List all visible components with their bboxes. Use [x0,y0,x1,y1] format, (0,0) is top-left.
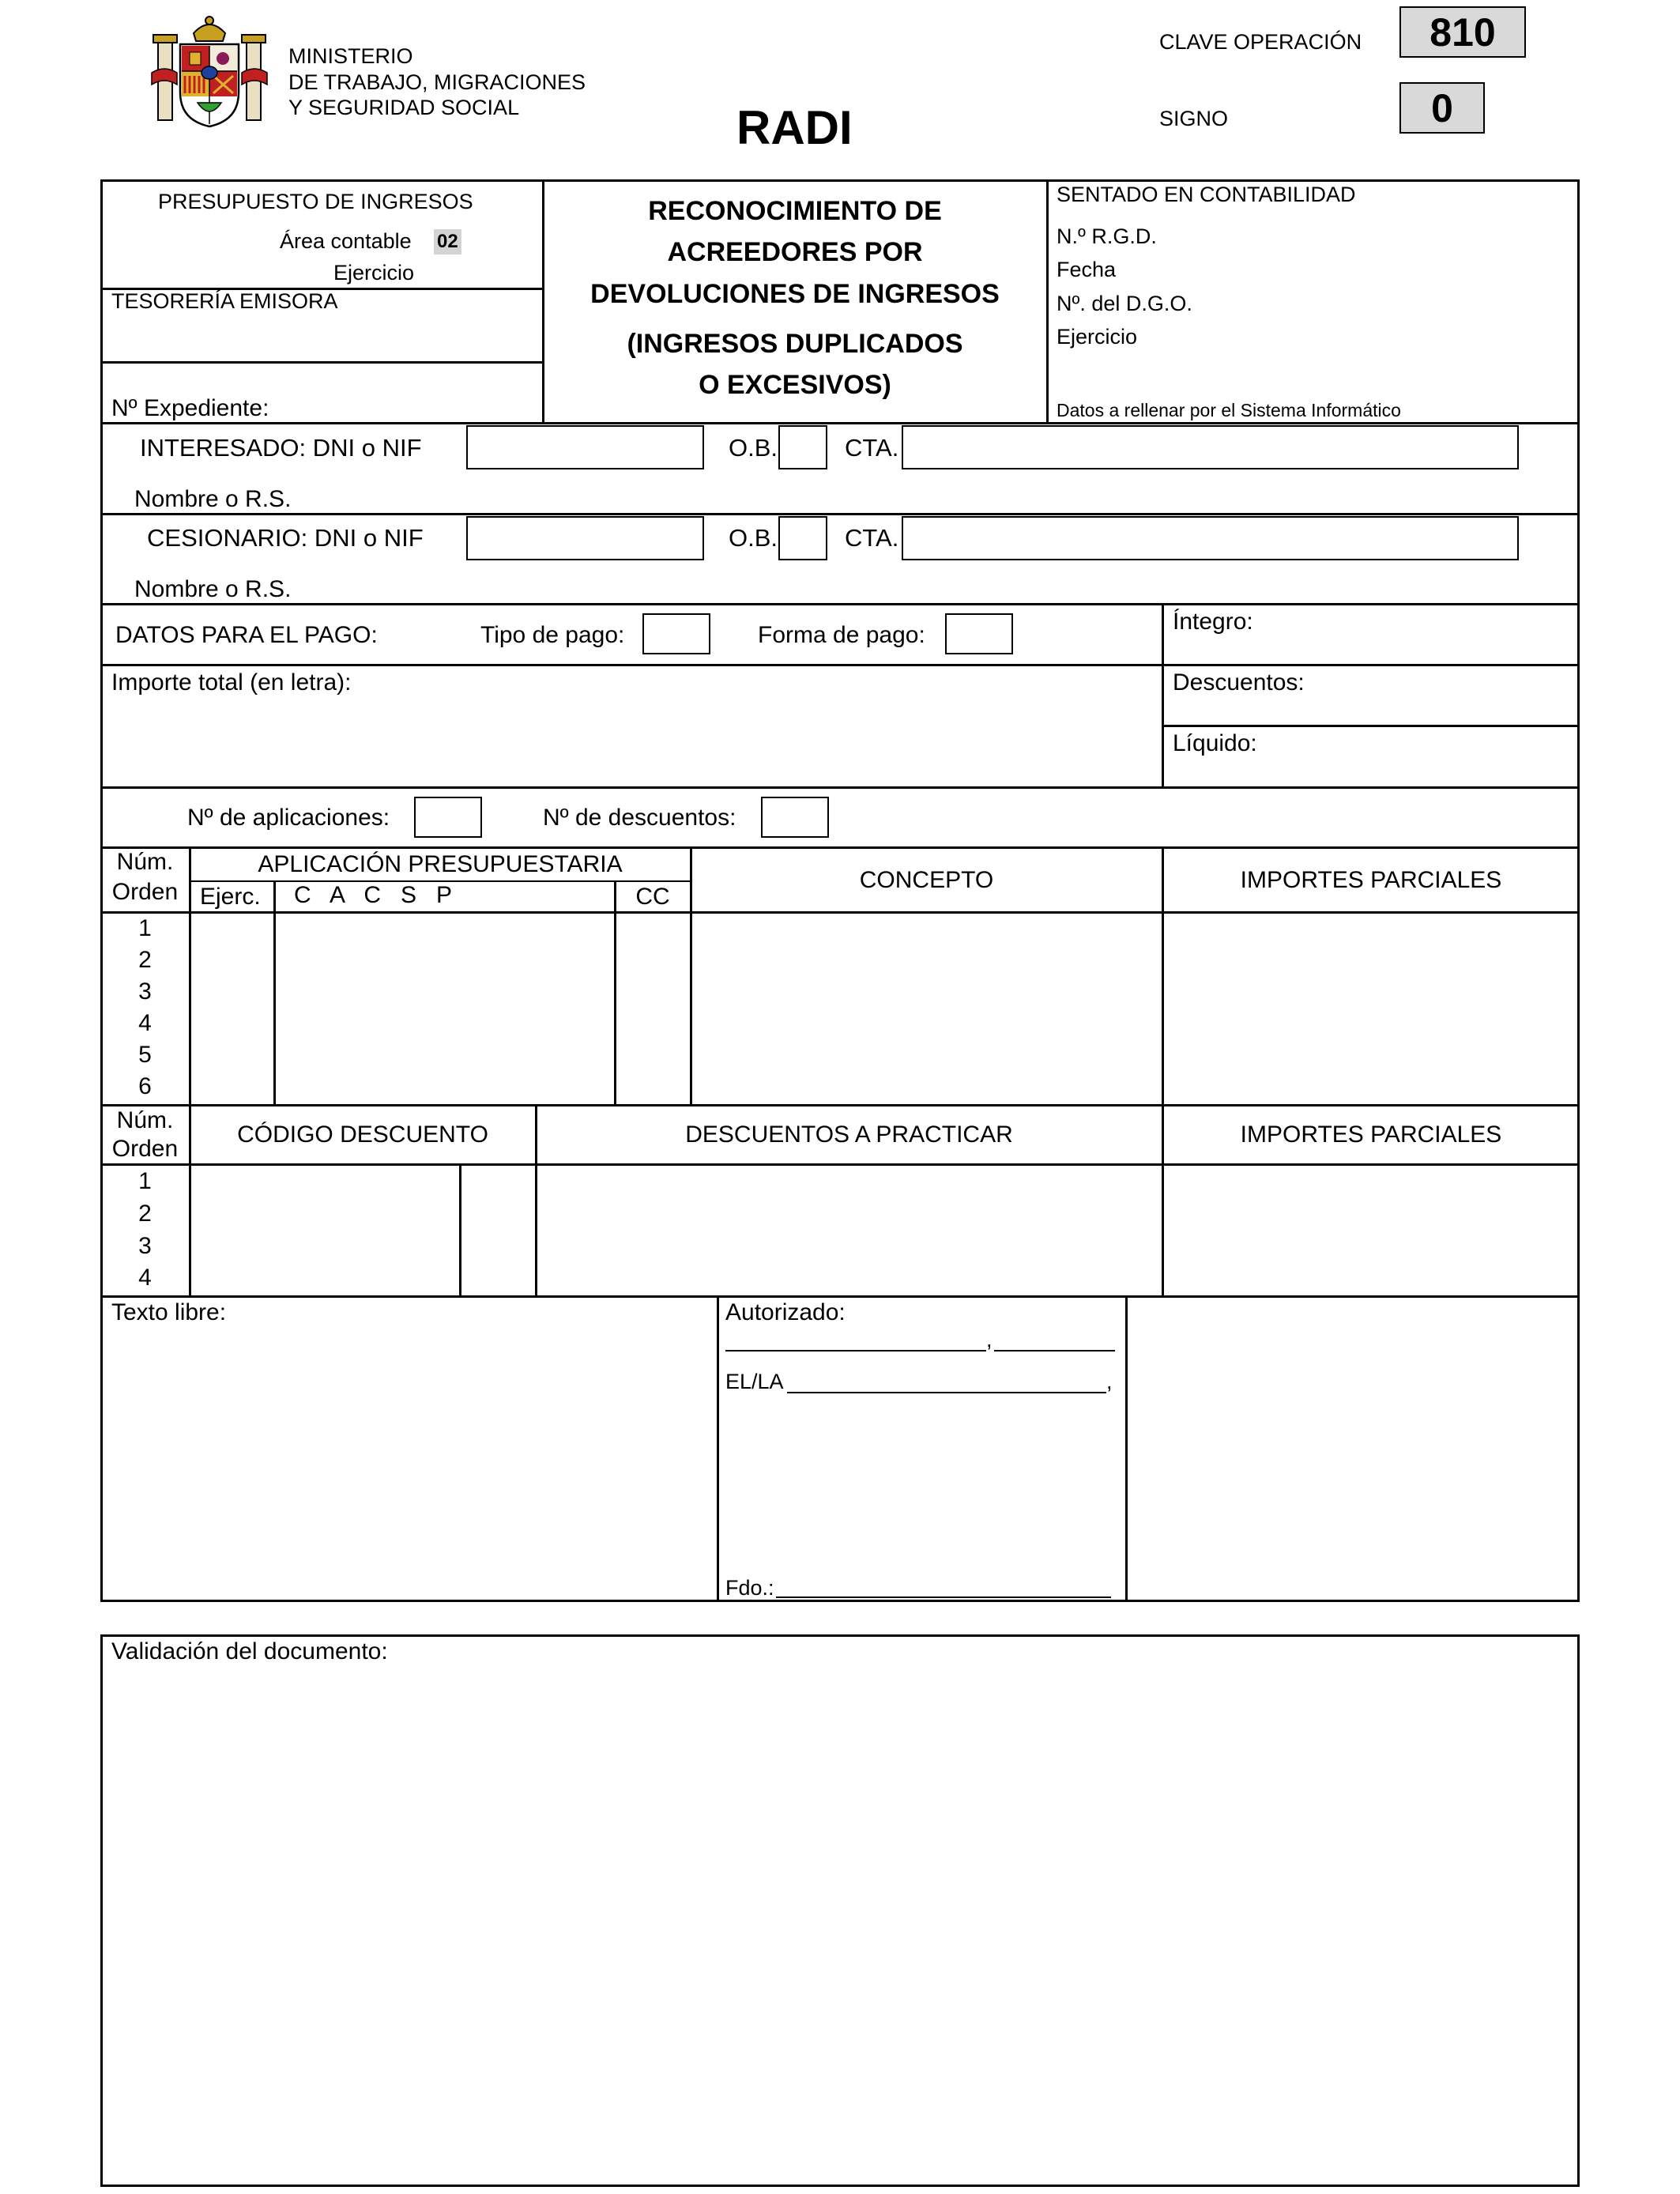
descuentos-label: Descuentos: [1173,669,1305,696]
coat-of-arms-icon [150,9,269,130]
fdo-signature-line[interactable] [776,1596,1111,1598]
top-divider-right [1046,179,1049,423]
num-descuentos-input[interactable] [761,797,829,838]
title-line-1: RECONOCIMIENTO DE [648,196,942,226]
pago-right-divider [1162,603,1164,786]
autorizado-comma: , [986,1328,993,1351]
aplicaciones-top-line [100,846,1580,849]
area-contable-value: 02 [434,229,461,254]
aplic-col-ejerc [273,880,276,1105]
cesionario-cta-label: CTA. [845,524,899,552]
descuentos-bottom-line [1162,725,1580,727]
integro-label: Íntegro: [1173,609,1253,635]
aplic-num-header-1: Núm. [116,849,174,875]
tipo-pago-input[interactable] [642,613,710,654]
desc-importes-header: IMPORTES PARCIALES [1240,1122,1502,1148]
cesionario-label: CESIONARIO: DNI o NIF [147,524,424,552]
pago-top-line [100,603,1580,605]
cesionario-ob-label: O.B. [729,524,778,552]
ministry-line-2: DE TRABAJO, MIGRACIONES [288,70,586,94]
clave-operacion-value: 810 [1399,6,1526,58]
ejercicio-label: Ejercicio [333,261,415,285]
interesado-cta-input[interactable] [902,425,1519,469]
datos-pago-label: DATOS PARA EL PAGO: [115,622,378,648]
forma-pago-label: Forma de pago: [758,622,925,648]
cesionario-top-line [100,513,1580,515]
interesado-top-line [100,422,1580,424]
cesionario-ob-input[interactable] [778,516,827,560]
descuentos-top-line [100,1104,1580,1106]
tesoreria-input[interactable] [111,316,529,354]
cesionario-cta-input[interactable] [902,516,1519,560]
importe-letra-label: Importe total (en letra): [111,669,352,696]
desc-col-codigo-split [459,1163,461,1296]
rgd-label: N.º R.G.D. [1057,224,1157,248]
num-aplicaciones-input[interactable] [414,797,482,838]
texto-libre-divider [717,1295,719,1602]
validacion-label: Validación del documento: [111,1638,388,1664]
liquido-label: Líquido: [1173,730,1257,756]
dgo-label: Nº. del D.G.O. [1057,292,1192,315]
descuentos-header-bottom [100,1163,1580,1166]
aplic-col-cc [614,880,616,1105]
title-line-4: (INGRESOS DUPLICADOS [627,329,963,359]
el-la-comma: , [1106,1370,1113,1393]
aplic-row-4: 4 [138,1010,152,1036]
interesado-ob-input[interactable] [778,425,827,469]
aplic-importes-header: IMPORTES PARCIALES [1240,867,1502,893]
clave-operacion-label: CLAVE OPERACIÓN [1159,30,1362,54]
desc-row-2: 2 [138,1201,152,1227]
validacion-frame [100,1634,1580,2187]
ejercicio-2-label: Ejercicio [1057,325,1138,349]
forma-pago-input[interactable] [945,613,1013,654]
area-contable-label: Área contable [280,229,412,253]
descuentos-practicar-header: DESCUENTOS A PRACTICAR [685,1122,1013,1148]
autorizado-place-line[interactable] [725,1350,986,1351]
desc-row-1: 1 [138,1168,152,1194]
autorizado-date-line[interactable] [994,1350,1115,1351]
pago-inner-line [100,664,1162,666]
title-line-2: ACREEDORES POR [667,237,923,267]
counts-top-line [100,786,1580,789]
aplic-row-3: 3 [138,978,152,1005]
fecha-label: Fecha [1057,258,1117,281]
importe-letra-input[interactable] [111,700,1154,779]
sistema-note: Datos a rellenar por el Sistema Informático [1057,400,1401,420]
aplicaciones-header-bottom [100,911,1580,914]
cacsp-header: C A C S P [294,882,453,908]
concepto-header: CONCEPTO [859,867,994,893]
autorizado-divider [1125,1295,1128,1602]
desc-row-3: 3 [138,1233,152,1259]
desc-row-4: 4 [138,1265,152,1291]
interesado-nif-input[interactable] [466,425,704,469]
interesado-label: INTERESADO: DNI o NIF [140,434,422,462]
interesado-ob-label: O.B. [729,434,778,462]
signo-value: 0 [1399,82,1485,134]
ejerc-header: Ejerc. [200,884,261,910]
title-line-5: O EXCESIVOS) [699,370,891,400]
aplic-row-5: 5 [138,1042,152,1068]
bottom-section-top-line [100,1295,1580,1298]
ministry-line-3: Y SEGURIDAD SOCIAL [288,96,520,119]
aplic-row-1: 1 [138,915,152,941]
texto-libre-input[interactable] [111,1333,707,1593]
aplic-row-6: 6 [138,1073,152,1099]
fdo-label: Fdo.: [725,1576,774,1600]
signo-label: SIGNO [1159,107,1229,130]
cesionario-nif-input[interactable] [466,516,704,560]
codigo-descuento-header: CÓDIGO DESCUENTO [237,1122,488,1148]
expediente-top-line [100,361,543,364]
texto-libre-label: Texto libre: [111,1299,227,1325]
el-la-label: EL/LA [725,1370,784,1393]
desc-num-header-2: Orden [111,1136,179,1162]
cesionario-nombre-label: Nombre o R.S. [134,576,292,602]
integro-bottom-line [1162,664,1580,666]
desc-num-header-1: Núm. [116,1107,174,1133]
aplicacion-presupuestaria-header: APLICACIÓN PRESUPUESTARIA [258,851,623,877]
aplic-num-header-2: Orden [111,879,179,905]
num-aplicaciones-label: Nº de aplicaciones: [187,805,390,831]
autorizado-label: Autorizado: [725,1299,846,1325]
num-descuentos-label: Nº de descuentos: [543,805,736,831]
aplic-row-2: 2 [138,947,152,973]
interesado-nombre-label: Nombre o R.S. [134,486,292,512]
tipo-pago-label: Tipo de pago: [480,622,625,648]
form-code-title: RADI [736,101,853,154]
sentado-label: SENTADO EN CONTABILIDAD [1057,183,1356,206]
interesado-cta-label: CTA. [845,434,899,462]
tesoreria-label: TESORERÍA EMISORA [111,289,338,313]
ministry-line-1: MINISTERIO [288,44,413,68]
expediente-label: Nº Expediente: [111,395,269,421]
el-la-line[interactable] [787,1392,1106,1393]
cc-header: CC [635,884,670,910]
title-line-3: DEVOLUCIONES DE INGRESOS [590,279,1000,309]
presupuesto-label: PRESUPUESTO DE INGRESOS [158,190,473,213]
